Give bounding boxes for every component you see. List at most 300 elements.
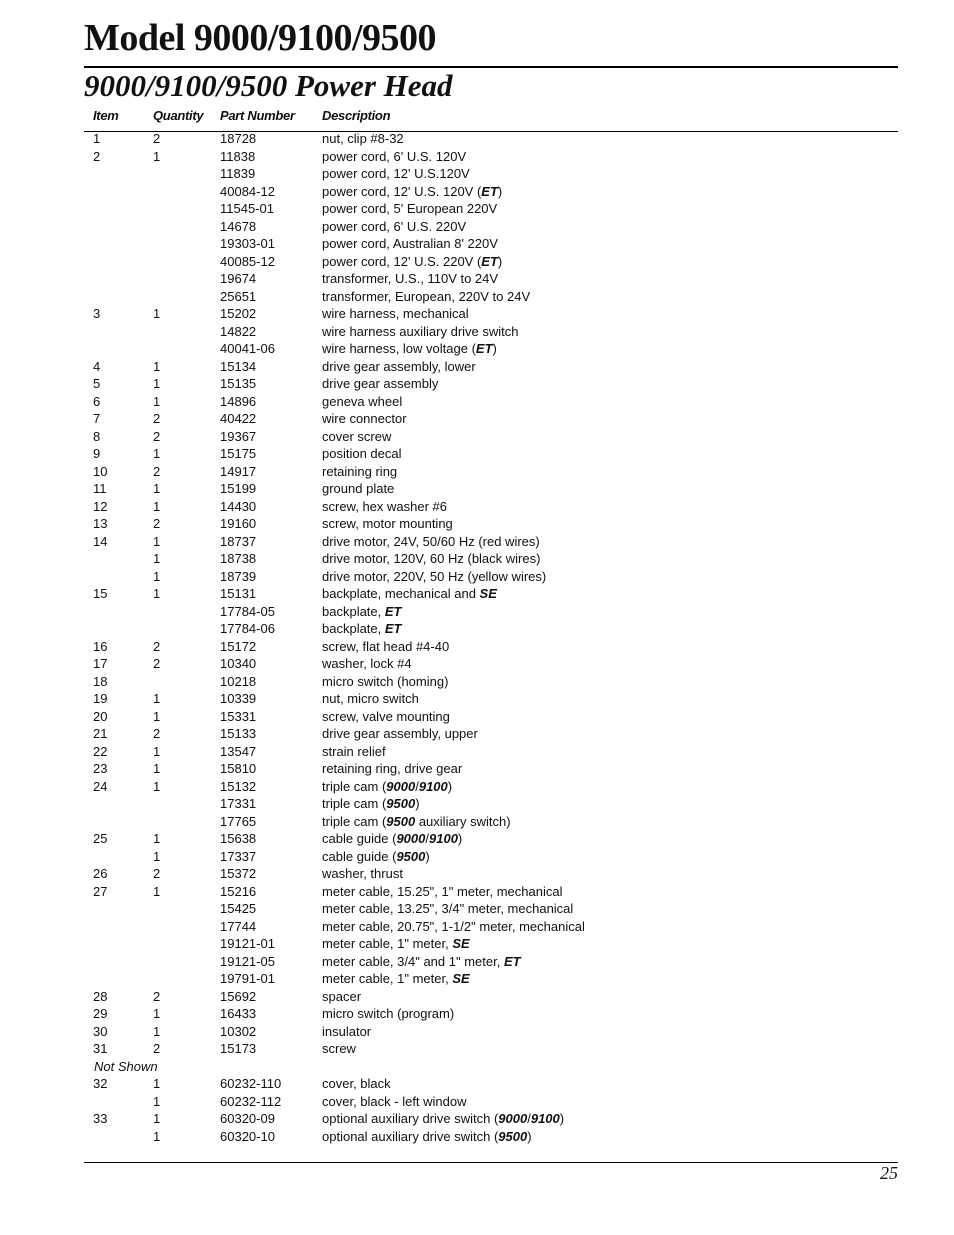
description-text: nut, micro switch	[322, 691, 419, 706]
description-text: cover screw	[322, 428, 392, 444]
description-cell	[322, 130, 404, 148]
description-cell	[322, 708, 450, 726]
description-cell	[322, 463, 397, 481]
part-number-cell: 18737	[220, 533, 257, 549]
description-cell	[322, 603, 402, 621]
item-number-cell: 19	[93, 691, 108, 706]
item-number-cell: 33	[93, 1111, 108, 1126]
description-text: drive motor, 220V, 50 Hz (yellow wires)	[322, 568, 547, 584]
description-text: drive motor, 120V, 60 Hz (black wires)	[322, 551, 541, 566]
description-cell	[322, 515, 453, 533]
description-cell	[322, 970, 470, 988]
table-row	[0, 1040, 954, 1058]
model-code: ET	[481, 253, 498, 269]
description-text: optional auxiliary drive switch (	[322, 1111, 499, 1126]
description-cell	[322, 375, 438, 393]
description-text: meter cable, 15.25", 1" meter, mechanical	[322, 883, 563, 899]
description-cell	[322, 778, 452, 796]
table-row	[0, 725, 954, 743]
description-text: screw, hex washer #6	[322, 498, 448, 514]
description-text: triple cam (	[322, 778, 387, 794]
description-cell	[322, 883, 562, 901]
description-text: cover, black - left window	[322, 1093, 467, 1109]
quantity-cell: 1	[153, 551, 161, 566]
table-row	[0, 130, 954, 148]
description-cell	[322, 865, 403, 883]
quantity-cell: 1	[153, 831, 161, 846]
part-number-cell: 13547	[220, 743, 257, 759]
quantity-cell: 1	[153, 1111, 161, 1126]
table-row	[0, 988, 954, 1006]
part-number-cell: 14917	[220, 463, 257, 479]
quantity-cell: 1	[153, 848, 161, 864]
description-cell	[322, 428, 391, 446]
table-row	[0, 270, 954, 288]
table-row	[0, 620, 954, 638]
description-text: power cord, 6' U.S. 220V	[322, 218, 467, 234]
table-row	[0, 1093, 954, 1111]
description-text: washer, thrust	[322, 866, 403, 881]
item-number-cell: 32	[93, 1076, 108, 1091]
description-text: wire harness auxiliary drive switch	[322, 323, 519, 339]
table-row	[0, 305, 954, 323]
part-number-cell: 17744	[220, 918, 257, 934]
description-text: cable guide (	[322, 848, 397, 864]
part-number-cell: 40084-12	[220, 183, 275, 199]
model-code: SE	[452, 936, 470, 951]
description-text: meter cable, 20.75", 1-1/2" meter, mechanical	[322, 918, 585, 934]
description-cell	[322, 270, 498, 288]
description-cell	[322, 1128, 532, 1146]
description-text: backplate, mechanical and	[322, 586, 480, 601]
quantity-cell: 1	[153, 1093, 161, 1109]
parts-table-body	[0, 130, 954, 1145]
quantity-cell: 2	[153, 1041, 161, 1056]
item-number-cell: 4	[93, 358, 101, 374]
part-number-cell: 15199	[220, 481, 257, 496]
description-cell	[322, 690, 419, 708]
description-text: /	[425, 831, 429, 846]
description-text: drive gear assembly	[322, 376, 439, 391]
description-text: )	[457, 831, 463, 846]
item-number-cell: 6	[93, 393, 101, 409]
model-code: 9500	[396, 848, 426, 864]
part-number-cell: 14678	[220, 218, 257, 234]
item-number-cell: 31	[93, 1041, 108, 1056]
description-text: drive gear assembly, upper	[322, 726, 478, 741]
part-number-cell: 19160	[220, 516, 257, 531]
item-number-cell: 25	[93, 831, 108, 846]
description-cell	[322, 760, 462, 778]
description-text: )	[415, 796, 420, 811]
part-number-cell: 15134	[220, 358, 257, 374]
description-text: meter cable, 13.25", 3/4" meter, mechanical	[322, 901, 574, 916]
part-number-cell: 11838	[220, 148, 256, 164]
item-number-cell: 15	[93, 586, 108, 601]
table-row	[0, 1075, 954, 1093]
quantity-cell: 1	[153, 1023, 161, 1039]
part-number-cell: 17784-06	[220, 621, 275, 636]
description-text: auxiliary switch)	[415, 813, 511, 829]
item-number-cell: 29	[93, 1006, 108, 1021]
item-number-cell: 28	[93, 988, 108, 1004]
part-number-cell: 17765	[220, 813, 257, 829]
item-number-cell: 9	[93, 446, 101, 461]
table-row	[0, 1110, 954, 1128]
description-cell	[322, 288, 530, 306]
table-row	[0, 690, 954, 708]
item-number-cell: 27	[93, 883, 108, 899]
item-number-cell: 24	[93, 778, 108, 794]
part-number-cell: 17784-05	[220, 603, 275, 619]
part-number-cell: 40085-12	[220, 253, 275, 269]
part-number-cell: 15810	[220, 761, 257, 776]
description-text: meter cable, 1" meter,	[322, 936, 453, 951]
description-cell	[322, 165, 470, 183]
description-text: )	[497, 183, 503, 199]
table-row	[0, 708, 954, 726]
description-text: washer, lock #4	[322, 656, 412, 671]
table-row	[0, 288, 954, 306]
quantity-cell: 2	[153, 726, 161, 741]
quantity-cell: 1	[153, 148, 161, 164]
table-row	[0, 375, 954, 393]
model-code: 9500	[386, 813, 416, 829]
part-number-cell: 60320-10	[220, 1128, 275, 1144]
page-title: Model 9000/9100/9500	[84, 17, 437, 59]
description-cell	[322, 340, 497, 358]
item-number-cell: 22	[93, 743, 108, 759]
table-row	[0, 1005, 954, 1023]
part-number-cell: 15132	[220, 778, 257, 794]
column-header-description: Description	[322, 108, 391, 123]
quantity-cell: 2	[153, 463, 161, 479]
table-row	[0, 515, 954, 533]
part-number-cell: 15173	[220, 1041, 257, 1056]
item-number-cell: 21	[93, 726, 108, 741]
description-cell	[322, 480, 394, 498]
description-text: insulator	[322, 1023, 372, 1039]
model-code: SE	[452, 971, 470, 986]
part-number-cell: 15425	[220, 901, 257, 916]
table-row	[0, 183, 954, 201]
description-cell	[322, 218, 466, 236]
item-number-cell: 8	[93, 428, 101, 444]
table-group-label	[0, 1058, 954, 1076]
model-code: 9000	[396, 831, 426, 846]
table-row	[0, 410, 954, 428]
description-cell	[322, 813, 511, 831]
table-row	[0, 1128, 954, 1146]
part-number-cell: 17331	[220, 796, 257, 811]
description-text: )	[497, 253, 503, 269]
description-cell	[322, 568, 546, 586]
part-number-cell: 18739	[220, 568, 257, 584]
part-number-cell: 19674	[220, 271, 257, 286]
description-text: geneva wheel	[322, 393, 403, 409]
description-text: wire connector	[322, 411, 407, 426]
description-cell	[322, 848, 430, 866]
table-row	[0, 970, 954, 988]
item-number-cell: 1	[93, 131, 101, 146]
part-number-cell: 11839	[220, 166, 256, 181]
column-header-item: Item	[93, 108, 119, 123]
part-number-cell: 15202	[220, 306, 257, 321]
part-number-cell: 10218	[220, 673, 257, 689]
part-number-cell: 15216	[220, 883, 257, 899]
item-number-cell: 26	[93, 866, 108, 881]
table-row	[0, 673, 954, 691]
description-cell	[322, 445, 402, 463]
quantity-cell: 1	[153, 778, 161, 794]
part-number-cell: 19303-01	[220, 236, 275, 251]
quantity-cell: 2	[153, 516, 161, 531]
description-text: drive motor, 24V, 50/60 Hz (red wires)	[322, 533, 540, 549]
table-row	[0, 918, 954, 936]
description-cell	[322, 830, 462, 848]
part-number-cell: 18728	[220, 131, 257, 146]
description-cell	[322, 953, 521, 971]
description-text: screw, valve mounting	[322, 708, 450, 724]
description-cell	[322, 148, 466, 166]
description-text: /	[415, 778, 419, 794]
section-title: 9000/9100/9500 Power Head	[84, 68, 453, 103]
table-row	[0, 638, 954, 656]
item-number-cell: 30	[93, 1023, 108, 1039]
description-cell	[322, 1093, 467, 1111]
description-text: drive gear assembly, lower	[322, 358, 476, 374]
part-number-cell: 19791-01	[220, 971, 275, 986]
quantity-cell: 1	[153, 533, 161, 549]
description-text: cable guide (	[322, 831, 397, 846]
part-number-cell: 15638	[220, 831, 257, 846]
table-row	[0, 498, 954, 516]
part-number-cell: 40422	[220, 411, 257, 426]
table-row	[0, 568, 954, 586]
quantity-cell: 1	[153, 393, 161, 409]
model-code: 9000	[386, 778, 416, 794]
description-cell	[322, 743, 386, 761]
description-text: strain relief	[322, 743, 386, 759]
part-number-cell: 16433	[220, 1006, 257, 1021]
part-number-cell: 14430	[220, 498, 257, 514]
table-row	[0, 358, 954, 376]
part-number-cell: 40041-06	[220, 341, 275, 356]
quantity-cell: 1	[153, 358, 161, 374]
description-text: micro switch (homing)	[322, 673, 449, 689]
description-cell	[322, 585, 497, 603]
model-code: 9500	[498, 1128, 528, 1144]
table-row	[0, 253, 954, 271]
quantity-cell: 1	[153, 481, 161, 496]
item-number-cell: 11	[93, 481, 107, 496]
description-text: power cord, 12' U.S. 220V (	[322, 253, 482, 269]
description-text: wire harness, mechanical	[322, 306, 469, 321]
table-row	[0, 865, 954, 883]
quantity-cell: 2	[153, 638, 161, 654]
description-text: meter cable, 1" meter,	[322, 971, 453, 986]
description-cell	[322, 200, 497, 218]
table-row	[0, 795, 954, 813]
column-header-part-number: Part Number	[220, 108, 295, 123]
description-text: wire harness, low voltage (	[322, 341, 476, 356]
description-cell	[322, 235, 498, 253]
description-text: nut, clip #8-32	[322, 131, 404, 146]
table-row	[0, 830, 954, 848]
description-cell	[322, 1075, 391, 1093]
table-row	[0, 760, 954, 778]
part-number-cell: 15133	[220, 726, 257, 741]
quantity-cell: 1	[153, 883, 161, 899]
part-number-cell: 17337	[220, 848, 257, 864]
model-code: ET	[384, 603, 402, 619]
table-row	[0, 1023, 954, 1041]
description-cell	[322, 533, 540, 551]
item-number-cell: 17	[93, 656, 108, 671]
model-code: SE	[479, 586, 497, 601]
description-text: )	[492, 341, 497, 356]
description-text: retaining ring	[322, 463, 398, 479]
description-text: ground plate	[322, 481, 395, 496]
description-cell	[322, 498, 447, 516]
description-text: retaining ring, drive gear	[322, 761, 463, 776]
item-number-cell: 14	[93, 533, 108, 549]
description-text: )	[425, 848, 430, 864]
item-number-cell: 16	[93, 638, 108, 654]
group-label: Not Shown	[94, 1058, 158, 1074]
item-number-cell: 13	[93, 516, 108, 531]
quantity-cell: 1	[153, 498, 161, 514]
table-row	[0, 655, 954, 673]
table-row	[0, 148, 954, 166]
quantity-cell: 1	[153, 1076, 161, 1091]
table-row	[0, 428, 954, 446]
description-cell	[322, 393, 402, 411]
model-code: 9500	[386, 796, 416, 811]
table-row	[0, 935, 954, 953]
part-number-cell: 25651	[220, 288, 257, 304]
description-text: backplate,	[322, 621, 385, 636]
part-number-cell: 15135	[220, 376, 257, 391]
table-row	[0, 778, 954, 796]
description-cell	[322, 673, 448, 691]
description-cell	[322, 795, 420, 813]
table-row	[0, 743, 954, 761]
description-text: transformer, U.S., 110V to 24V	[322, 271, 499, 286]
quantity-cell: 1	[153, 708, 161, 724]
part-number-cell: 14822	[220, 323, 257, 339]
quantity-cell: 1	[153, 306, 161, 321]
description-cell	[322, 1040, 356, 1058]
description-cell	[322, 323, 519, 341]
description-cell	[322, 1023, 371, 1041]
item-number-cell: 18	[93, 673, 108, 689]
part-number-cell: 10302	[220, 1023, 257, 1039]
part-number-cell: 15692	[220, 988, 257, 1004]
item-number-cell: 2	[93, 148, 101, 164]
description-cell	[322, 550, 540, 568]
quantity-cell: 1	[153, 1006, 161, 1021]
model-code: ET	[475, 341, 493, 356]
description-text: meter cable, 3/4" and 1" meter,	[322, 953, 504, 969]
part-number-cell: 15331	[220, 708, 257, 724]
part-number-cell: 19121-05	[220, 953, 275, 969]
description-text: power cord, 5' European 220V	[322, 201, 498, 216]
part-number-cell: 15172	[220, 638, 257, 654]
model-code: 9100	[530, 1111, 560, 1126]
description-text: optional auxiliary drive switch (	[322, 1128, 499, 1144]
item-number-cell: 12	[93, 498, 108, 514]
description-text: )	[447, 778, 453, 794]
description-text: cover, black	[322, 1076, 391, 1091]
table-row	[0, 323, 954, 341]
table-row	[0, 883, 954, 901]
table-row	[0, 218, 954, 236]
quantity-cell: 1	[153, 376, 161, 391]
description-text: position decal	[322, 446, 402, 461]
description-text: power cord, 6' U.S. 120V	[322, 148, 467, 164]
item-number-cell: 3	[93, 306, 101, 321]
table-row	[0, 463, 954, 481]
description-text: backplate,	[322, 603, 385, 619]
description-cell	[322, 253, 502, 271]
quantity-cell: 1	[153, 586, 161, 601]
quantity-cell: 2	[153, 428, 161, 444]
description-text: screw, motor mounting	[322, 516, 453, 531]
description-text: transformer, European, 220V to 24V	[322, 288, 531, 304]
table-row	[0, 813, 954, 831]
description-cell	[322, 918, 585, 936]
description-cell	[322, 1110, 564, 1128]
quantity-cell: 2	[153, 131, 161, 146]
quantity-cell: 2	[153, 988, 161, 1004]
model-code: 9100	[418, 778, 448, 794]
model-code: ET	[481, 183, 498, 199]
part-number-cell: 15175	[220, 446, 257, 461]
part-number-cell: 11545-01	[220, 201, 274, 216]
part-number-cell: 19367	[220, 428, 257, 444]
quantity-cell: 2	[153, 411, 161, 426]
item-number-cell: 20	[93, 708, 108, 724]
description-text: spacer	[322, 988, 362, 1004]
item-number-cell: 5	[93, 376, 101, 391]
part-number-cell: 18738	[220, 551, 257, 566]
table-row	[0, 533, 954, 551]
table-row	[0, 200, 954, 218]
description-text: power cord, 12' U.S.120V	[322, 166, 470, 181]
model-code: 9100	[429, 831, 458, 846]
item-number-cell: 23	[93, 761, 108, 776]
model-code: ET	[503, 953, 521, 969]
item-number-cell: 10	[93, 463, 108, 479]
quantity-cell: 2	[153, 866, 161, 881]
description-cell	[322, 358, 476, 376]
quantity-cell: 1	[153, 1128, 161, 1144]
table-row	[0, 480, 954, 498]
model-code: ET	[384, 621, 402, 636]
table-row	[0, 235, 954, 253]
part-number-cell: 15372	[220, 866, 257, 881]
item-number-cell: 7	[93, 411, 101, 426]
description-cell	[322, 620, 402, 638]
description-cell	[322, 935, 470, 953]
description-text: triple cam (	[322, 796, 387, 811]
page-number: 25	[880, 1163, 898, 1183]
description-cell	[322, 900, 573, 918]
table-row	[0, 550, 954, 568]
description-text: screw	[322, 1041, 356, 1056]
table-row	[0, 603, 954, 621]
